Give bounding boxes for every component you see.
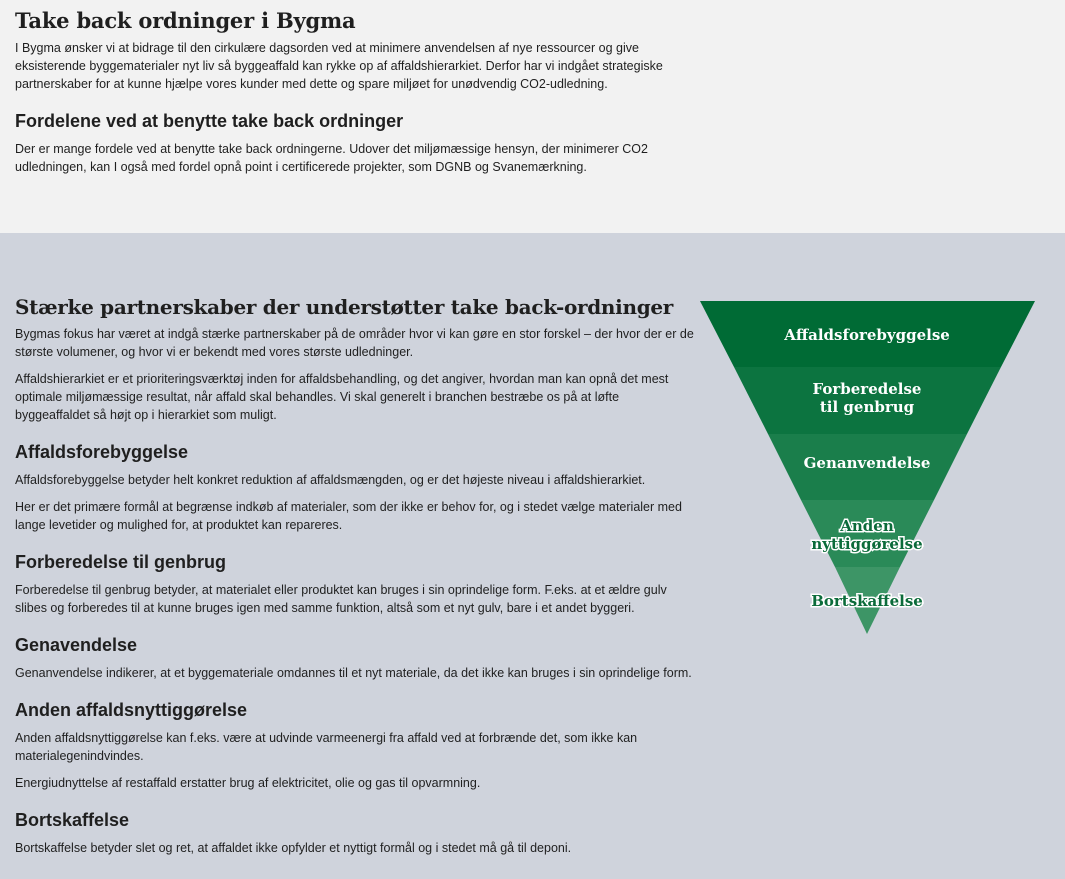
section-text: Genanvendelse indikerer, at et byggemateriale omdannes til et nyt materiale, da det ikke kan bruges i sin oprindelige form. — [15, 666, 692, 680]
partnerships-section — [0, 233, 1065, 879]
partnerships-title: Stærke partnerskaber der understøtter take back-ordninger — [15, 295, 674, 319]
section-heading-forberedelse: Forberedelse til genbrug — [15, 552, 227, 572]
section-heading-genanvendelse: Genavendelse — [15, 635, 138, 655]
section-text: Affaldsforebyggelse betyder helt konkret reduktion af affaldsmængden, og er det højeste niveau i affaldshierarkiet. — [15, 473, 646, 487]
benefits-text: Der er mange fordele ved at benytte take back ordningerne. Udover det miljømæssige hensyn, der minimerer CO2 udledningen, kan I også med fordel opnå point i certificerede projekter, som DGNB og Svanemærkning. — [15, 142, 648, 174]
intro-text: I Bygma ønsker vi at bidrage til den cirkulære dagsorden ved at minimere anvendelsen af nye ressourcer og give eksisterende byggematerialer nyt liv så byggeaffald kan rykke op af affaldshierarkiet. Derfor har vi indgået strategiske partnerskaber for at kunne hjælpe vores kunder med dette og spare miljøet for unødvendig CO2-udledning. — [15, 41, 663, 91]
intro-column — [15, 8, 695, 176]
pyramid-label-2a: Forberedelse — [812, 380, 922, 398]
partnerships-text-2: Affaldshierarkiet er et prioriteringsværktøj inden for affaldsbehandling, og det angiver, hvordan man kan opnå det mest optimale miljømæssige resultat, når affald skal behandles. Vi skal generelt i branchen bestræbe os på at løfte byggeaffaldet så højt op i hierarkiet som muligt. — [15, 372, 669, 422]
partnerships-column — [15, 295, 695, 857]
page-title: Take back ordninger i Bygma — [15, 8, 356, 33]
section-text: Anden affaldsnyttiggørelse kan f.eks. være at udvinde varmeenergi fra affald ved at forbrænde det, som ikke kan materialegenindvindes. — [15, 731, 638, 763]
benefits-heading: Fordelene ved at benytte take back ordninger — [15, 111, 404, 131]
section-heading-anden: Anden affaldsnyttiggørelse — [15, 700, 248, 720]
section-heading-affaldsforebyggelse: Affaldsforebyggelse — [15, 442, 189, 462]
pyramid-label-1: Affaldsforebyggelse — [784, 326, 950, 344]
pyramid-label-4b: nyttiggørelse — [811, 535, 923, 553]
partnerships-text-1: Bygmas fokus har været at indgå stærke partnerskaber på de områder hvor vi kan gøre en stor forskel – der hvor der er de største volumener, og hvor vi er bekendt med vores største udledninger. — [15, 327, 694, 359]
section-text: Her er det primære formål at begrænse indkøb af materialer, som der ikke er behov for, og i stedet vælge materialer med lange levetider og mulighed for, at produktet kan repareres. — [15, 500, 682, 532]
section-text: Forberedelse til genbrug betyder, at materialet eller produktet kan bruges i sin oprindelige form. F.eks. at et ældre gulv slibes og forberedes til at kunne bruges igen med samme funktion, altså som et nyt gulv, bare i et andet byggeri. — [15, 583, 667, 615]
section-text: Energiudnyttelse af restaffald erstatter brug af elektricitet, olie og gas til opvarmning. — [15, 776, 481, 790]
pyramid-label-4a: Anden — [840, 517, 894, 535]
section-heading-bortskaffelse: Bortskaffelse — [15, 810, 130, 830]
waste-hierarchy-pyramid — [700, 301, 1035, 634]
pyramid-label-5: Bortskaffelse — [811, 592, 923, 610]
section-text: Bortskaffelse betyder slet og ret, at affaldet ikke opfylder et nyttigt formål og i stedet må gå til deponi. — [15, 841, 572, 855]
intro-section — [0, 0, 1065, 233]
pyramid-label-3: Genanvendelse — [803, 454, 931, 472]
pyramid-label-2b: til genbrug — [819, 398, 915, 416]
